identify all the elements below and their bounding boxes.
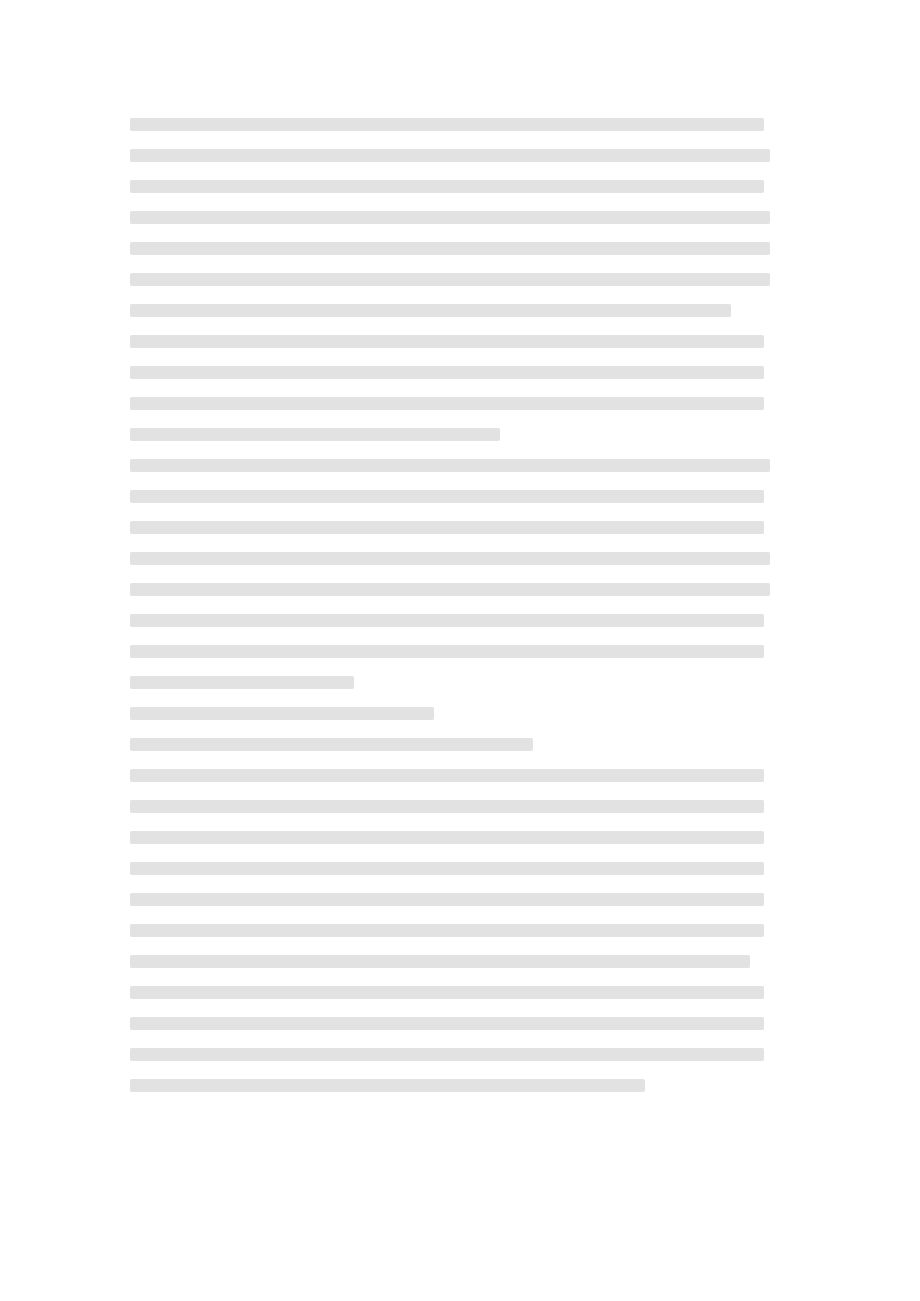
text-line xyxy=(130,707,434,720)
text-line xyxy=(130,1048,764,1061)
text-line xyxy=(130,831,764,844)
text-line xyxy=(130,304,731,317)
text-line xyxy=(130,893,764,906)
text-line xyxy=(130,986,764,999)
text-line xyxy=(130,428,500,441)
text-line xyxy=(130,738,533,751)
text-line xyxy=(130,676,354,689)
text-line xyxy=(130,645,764,658)
text-line xyxy=(130,335,764,348)
text-line xyxy=(130,769,764,782)
text-line xyxy=(130,800,764,813)
text-line xyxy=(130,955,750,968)
text-line xyxy=(130,211,770,224)
text-line xyxy=(130,149,770,162)
text-line xyxy=(130,273,770,286)
text-line xyxy=(130,180,764,193)
text-line xyxy=(130,242,770,255)
text-line xyxy=(130,924,764,937)
text-line xyxy=(130,118,764,131)
text-line xyxy=(130,552,770,565)
text-line xyxy=(130,459,770,472)
text-line xyxy=(130,1017,764,1030)
text-line xyxy=(130,1079,645,1092)
text-line xyxy=(130,862,764,875)
text-line xyxy=(130,397,764,410)
text-line xyxy=(130,583,770,596)
text-line xyxy=(130,521,764,534)
text-line xyxy=(130,614,764,627)
document-body xyxy=(130,118,790,1110)
text-line xyxy=(130,490,764,503)
text-line xyxy=(130,366,764,379)
